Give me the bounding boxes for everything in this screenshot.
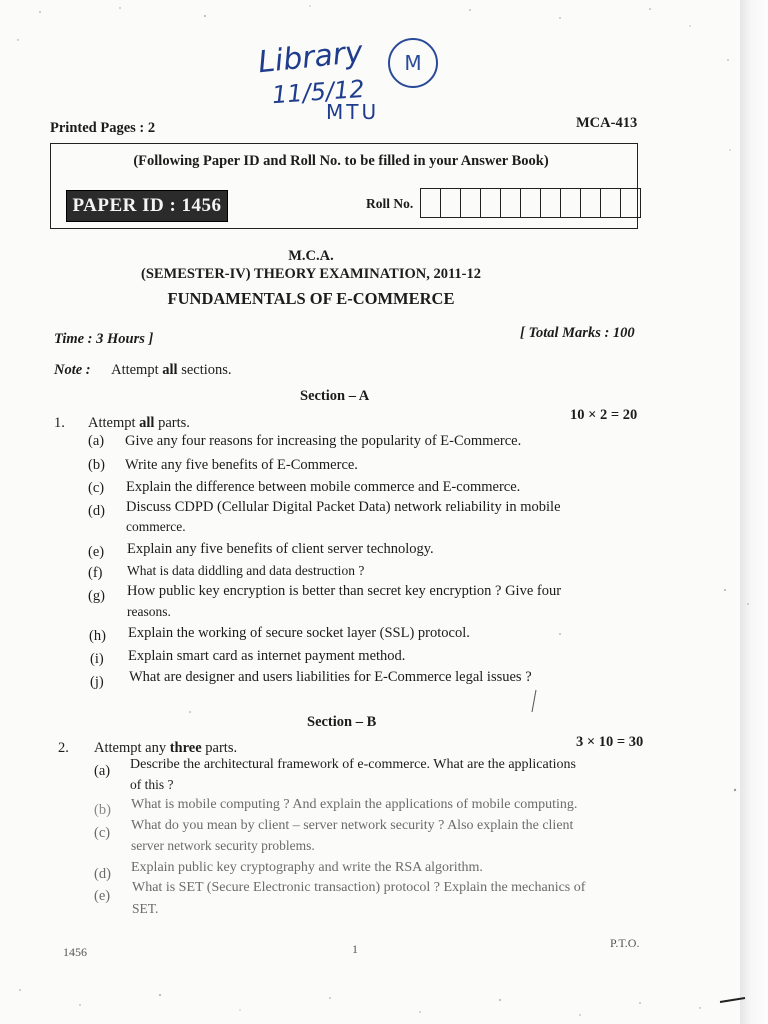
q1j-text: What are designer and users liabilities for E-Commerce legal issues ?	[129, 669, 532, 685]
roll-number-boxes	[420, 188, 641, 218]
note-text-bold: all	[162, 362, 178, 378]
q1g-text-cont: reasons.	[127, 604, 171, 619]
q2a-text: Describe the architectural framework of e-commerce. What are the applications	[130, 757, 576, 772]
handwritten-library: Library	[256, 34, 365, 81]
roll-box	[541, 189, 561, 217]
q1-intro-pre: Attempt	[88, 415, 140, 431]
time-allowed: Time : 3 Hours ]	[54, 331, 154, 347]
q1d-text-cont: commerce.	[126, 519, 186, 534]
program-title: M.C.A.	[288, 248, 334, 264]
q2c-text: What do you mean by client – server network security ? Also explain the client	[131, 818, 574, 833]
q1j-label: (j)	[90, 674, 104, 690]
q1-intro-bold: all	[139, 415, 155, 431]
q1a-label: (a)	[88, 433, 105, 449]
roll-box	[581, 189, 601, 217]
q1i-text: Explain smart card as internet payment method.	[128, 648, 406, 664]
q1h-label: (h)	[89, 628, 106, 644]
roll-box	[521, 189, 541, 217]
roll-box	[461, 189, 481, 217]
q1f-label: (f)	[88, 565, 103, 581]
printed-pages: Printed Pages : 2	[50, 120, 156, 136]
q2a-text-cont: of this ?	[130, 777, 174, 792]
q1-number: 1.	[54, 415, 65, 431]
total-marks: [ Total Marks : 100	[520, 325, 635, 341]
roll-box	[601, 189, 621, 217]
handwritten-mtu: MTU	[326, 100, 380, 124]
note-text-post: sections.	[177, 362, 232, 378]
roll-box	[621, 189, 640, 217]
q1b-text: Write any five benefits of E-Commerce.	[125, 457, 358, 473]
roll-box	[561, 189, 581, 217]
q2b-text: What is mobile computing ? And explain the applications of mobile computing.	[131, 797, 578, 812]
q2e-label: (e)	[94, 888, 111, 904]
q2-intro-pre: Attempt any	[94, 740, 170, 756]
q2-intro-post: parts.	[201, 740, 238, 756]
subject-title: FUNDAMENTALS OF E-COMMERCE	[167, 289, 455, 308]
q2d-text: Explain public key cryptography and write the RSA algorithm.	[131, 860, 483, 875]
q1-intro	[88, 415, 190, 432]
section-b-title: Section – B	[307, 714, 377, 730]
q1c-label: (c)	[88, 480, 105, 496]
paper-id-badge	[66, 190, 228, 222]
semester-title: (SEMESTER-IV) THEORY EXAMINATION, 2011-12	[140, 266, 481, 282]
circled-letter: M	[404, 51, 422, 75]
box-note: (Following Paper ID and Roll No. to be filled in your Answer Book)	[133, 153, 549, 169]
q1e-label: (e)	[88, 544, 105, 560]
section-a-title: Section – A	[300, 388, 370, 404]
q2-intro	[94, 740, 237, 757]
q2a-label: (a)	[94, 763, 111, 779]
note-text-pre: Attempt	[111, 362, 163, 378]
course-code: MCA-413	[576, 115, 638, 131]
q2-marks: 3 × 10 = 30	[576, 734, 644, 750]
q1i-label: (i)	[90, 651, 104, 667]
footer-page-number: 1	[352, 942, 358, 956]
handwritten-circled-m	[388, 38, 438, 88]
roll-box	[441, 189, 461, 217]
q1d-label: (d)	[88, 503, 105, 519]
q2-number: 2.	[58, 740, 69, 756]
q1g-label: (g)	[88, 588, 105, 604]
q1a-text: Give any four reasons for increasing the popularity of E-Commerce.	[125, 433, 522, 449]
q2c-label: (c)	[94, 825, 111, 841]
footer-paper-code: 1456	[63, 945, 87, 959]
q1f-text: What is data diddling and data destruction ?	[127, 563, 365, 578]
q1d-text: Discuss CDPD (Cellular Digital Packet Data) network reliability in mobile	[126, 499, 561, 515]
q1-marks: 10 × 2 = 20	[570, 407, 638, 423]
scan-edge	[740, 0, 768, 1024]
roll-box	[481, 189, 501, 217]
q1h-text: Explain the working of secure socket layer (SSL) protocol.	[128, 625, 470, 641]
note-line	[54, 362, 232, 379]
q2d-label: (d)	[94, 866, 111, 882]
paper-id-text: PAPER ID : 1456	[72, 195, 222, 216]
q1e-text: Explain any five benefits of client server technology.	[127, 541, 434, 557]
q1g-text: How public key encryption is better than secret key encryption ? Give four	[127, 583, 562, 599]
q1b-label: (b)	[88, 457, 105, 473]
roll-no-label: Roll No.	[366, 196, 414, 211]
q2c-text-cont: server network security problems.	[131, 838, 315, 853]
footer-pto: P.T.O.	[610, 936, 640, 950]
q2b-label: (b)	[94, 802, 111, 818]
q1c-text: Explain the difference between mobile commerce and E-commerce.	[126, 479, 521, 495]
roll-box	[501, 189, 521, 217]
roll-box	[421, 189, 441, 217]
q1-intro-post: parts.	[154, 415, 190, 431]
q2e-text-cont: SET.	[132, 901, 159, 916]
q2e-text: What is SET (Secure Electronic transaction) protocol ? Explain the mechanics of	[132, 880, 586, 895]
note-label: Note :	[54, 362, 91, 378]
q2-intro-bold: three	[169, 740, 202, 756]
handwritten-date: 11/5/12	[271, 74, 366, 110]
